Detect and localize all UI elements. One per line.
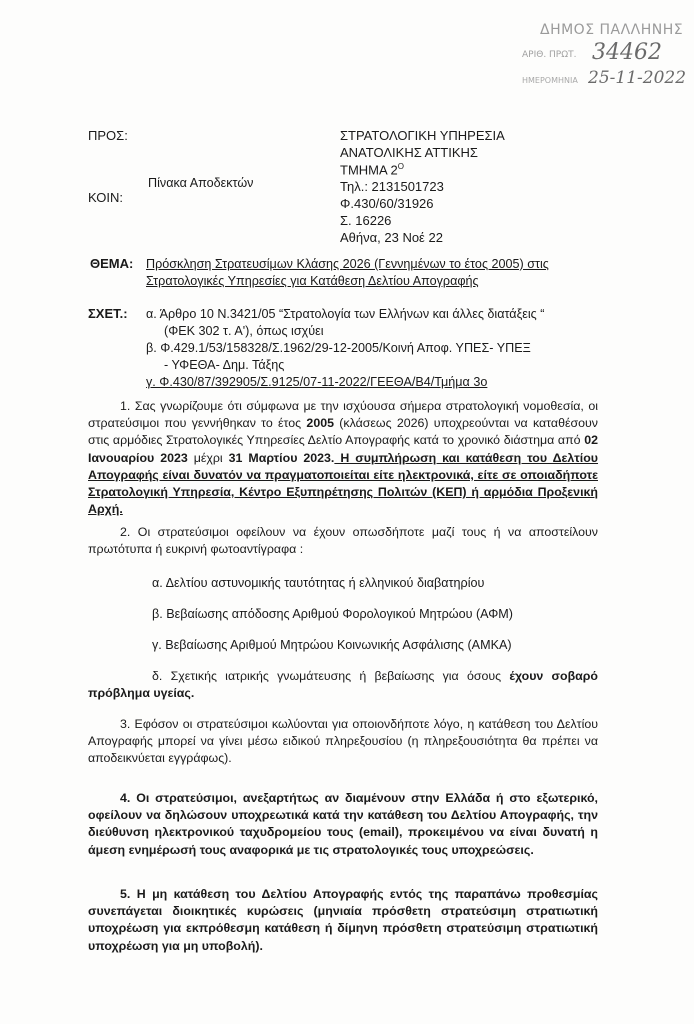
sender-file-ref: Φ.430/60/31926 — [340, 196, 434, 211]
paragraph-1: 1. Σας γνωρίζουμε ότι σύμφωνα με την ισχύουσα σήμερα στρατολογική νομοθεσία, οι στρατεύσιμοι που γεννήθηκαν το έτος 2005 (κλάσεως 2026) υποχρεούνται να καταθέσουν στις αρμόδιες Στρατολογικές Υπηρεσίες Δελτίο Απογραφής κατά το χρονικό διάστημα από 02 Ιανουαρίου 2023 μέχρι 31 Μαρτίου 2023. Η συμπλήρωση και κατάθεση του Δελτίου Απογραφής είναι δυνατόν να πραγματοποιείται είτε ηλεκτρονικά, είτε σε οποιαδήποτε Στρατολογική Υπηρεσία, Κέντρο Εξυπηρέτησης Πολιτών (ΚΕΠ) ή αρμόδια Προξενική Αρχή. — [88, 399, 599, 517]
sender-line-2: ΑΝΑΤΟΛΙΚΗΣ ΑΤΤΙΚΗΣ — [340, 145, 478, 160]
paragraph-3: 3. Εφόσον οι στρατεύσιμοι κωλύονται για οποιονδήποτε λόγο, η κατάθεση του Δελτίου Απογραφής μπορεί να γίνει μέσω ειδικού πληρεξουσίου (η πληρεξουσιότητα θα πρέπει να αποδεικνύεται εγγράφως). — [88, 717, 598, 766]
paragraph-2: 2. Οι στρατεύσιμοι οφείλουν να έχουν οπωσδήποτε μαζί τους ή να αποστείλουν πρωτότυπα ή ευκρινή φωτοαντίγραφα : — [88, 525, 598, 557]
reference-a-line-2: (ΦΕΚ 302 τ. Α'), όπως ισχύει — [164, 324, 324, 338]
to-label: ΠΡΟΣ: — [88, 128, 128, 143]
subject-line-1: Πρόσκληση Στρατευσίμων Κλάσης 2026 (Γεννημένων το έτος 2005) στις — [146, 257, 549, 271]
document-item-a: α. Δελτίου αστυνομικής ταυτότητας ή ελληνικού διαβατηρίου — [152, 576, 485, 590]
sender-line-3: ΤΜΗΜΑ $2^O$ — [340, 162, 405, 178]
document-item-b: β. Βεβαίωσης απόδοσης Αριθμού Φορολογικού Μητρώου (ΑΦΜ) — [152, 607, 513, 621]
recipients-table: Πίνακα Αποδεκτών — [148, 176, 254, 190]
stamp-date-label: ΗΜΕΡΟΜΗΝΙΑ — [522, 76, 578, 85]
reference-c-line-1: γ. Φ.430/87/392905/Σ.9125/07-11-2022/ΓΕΕΘΑ/Β4/Τμήμα 3ο — [146, 375, 488, 389]
reference-b-line-1: β. Φ.429.1/53/158328/Σ.1962/29-12-2005/Κοινή Αποφ. ΥΠΕΣ- ΥΠΕΞ — [146, 341, 531, 355]
subject-label: ΘΕΜΑ: — [90, 256, 134, 271]
sender-phone: Τηλ.: 2131501723 — [340, 179, 444, 194]
reference-a-line-1: α. Άρθρο 10 Ν.3421/05 “Στρατολογία των Ελλήνων και άλλες διατάξεις “ — [146, 307, 545, 321]
stamp-date: 25-11-2022 — [588, 68, 687, 88]
subject-line-2: Στρατολογικές Υπηρεσίες για Κατάθεση Δελτίου Απογραφής — [146, 274, 479, 288]
place-date: Αθήνα, 23 Νοέ 22 — [340, 230, 443, 245]
paragraph-5: 5. Η μη κατάθεση του Δελτίου Απογραφής εντός της παραπάνω προθεσμίας συνεπάγεται διοικητικές κυρώσεις (μηνιαία πρόσθετη στρατεύσιμη στρατιωτική υποχρέωση για εκπρόθεσμη κατάθεση ή δίμηνη πρόσθετη στρατεύσιμη στρατιωτική υποχρέωση για μη υποβολή). — [88, 887, 598, 953]
stamp-office: ΔΗΜΟΣ ΠΑΛΛΗΝΗΣ — [540, 22, 684, 38]
cc-label: ΚΟΙΝ: — [88, 190, 123, 205]
registry-stamp — [508, 20, 694, 98]
stamp-protocol-label: ΑΡΙΘ. ΠΡΩΤ. — [522, 50, 577, 60]
sender-serial: Σ. 16226 — [340, 213, 392, 228]
references-label: ΣΧΕΤ.: — [88, 306, 128, 321]
sender-line-1: ΣΤΡΑΤΟΛΟΓΙΚΗ ΥΠΗΡΕΣΙΑ — [340, 128, 505, 143]
document-item-c: γ. Βεβαίωσης Αριθμού Μητρώου Κοινωνικής Ασφάλισης (ΑΜΚΑ) — [152, 638, 512, 652]
reference-b-line-2: - ΥΦΕΘΑ- Δημ. Τάξης — [164, 358, 285, 372]
document-item-d: δ. Σχετικής ιατρικής γνωμάτευσης ή βεβαίωσης για όσους έχουν σοβαρό πρόβλημα υγείας. — [88, 669, 598, 701]
stamp-protocol-number: 34462 — [592, 40, 662, 65]
paragraph-4: 4. Οι στρατεύσιμοι, ανεξαρτήτως αν διαμένουν στην Ελλάδα ή στο εξωτερικό, οφείλουν να δηλώσουν υποχρεωτικά κατά την κατάθεση του Δελτίου Απογραφής, την διεύθυνση ηλεκτρονικού ταχυδρομείου τους (email), προκειμένου να είναι δυνατή η άμεση ενημέρωσή τους αναφορικά με τις στρατολογικές τους υποχρεώσεις. — [88, 791, 598, 857]
